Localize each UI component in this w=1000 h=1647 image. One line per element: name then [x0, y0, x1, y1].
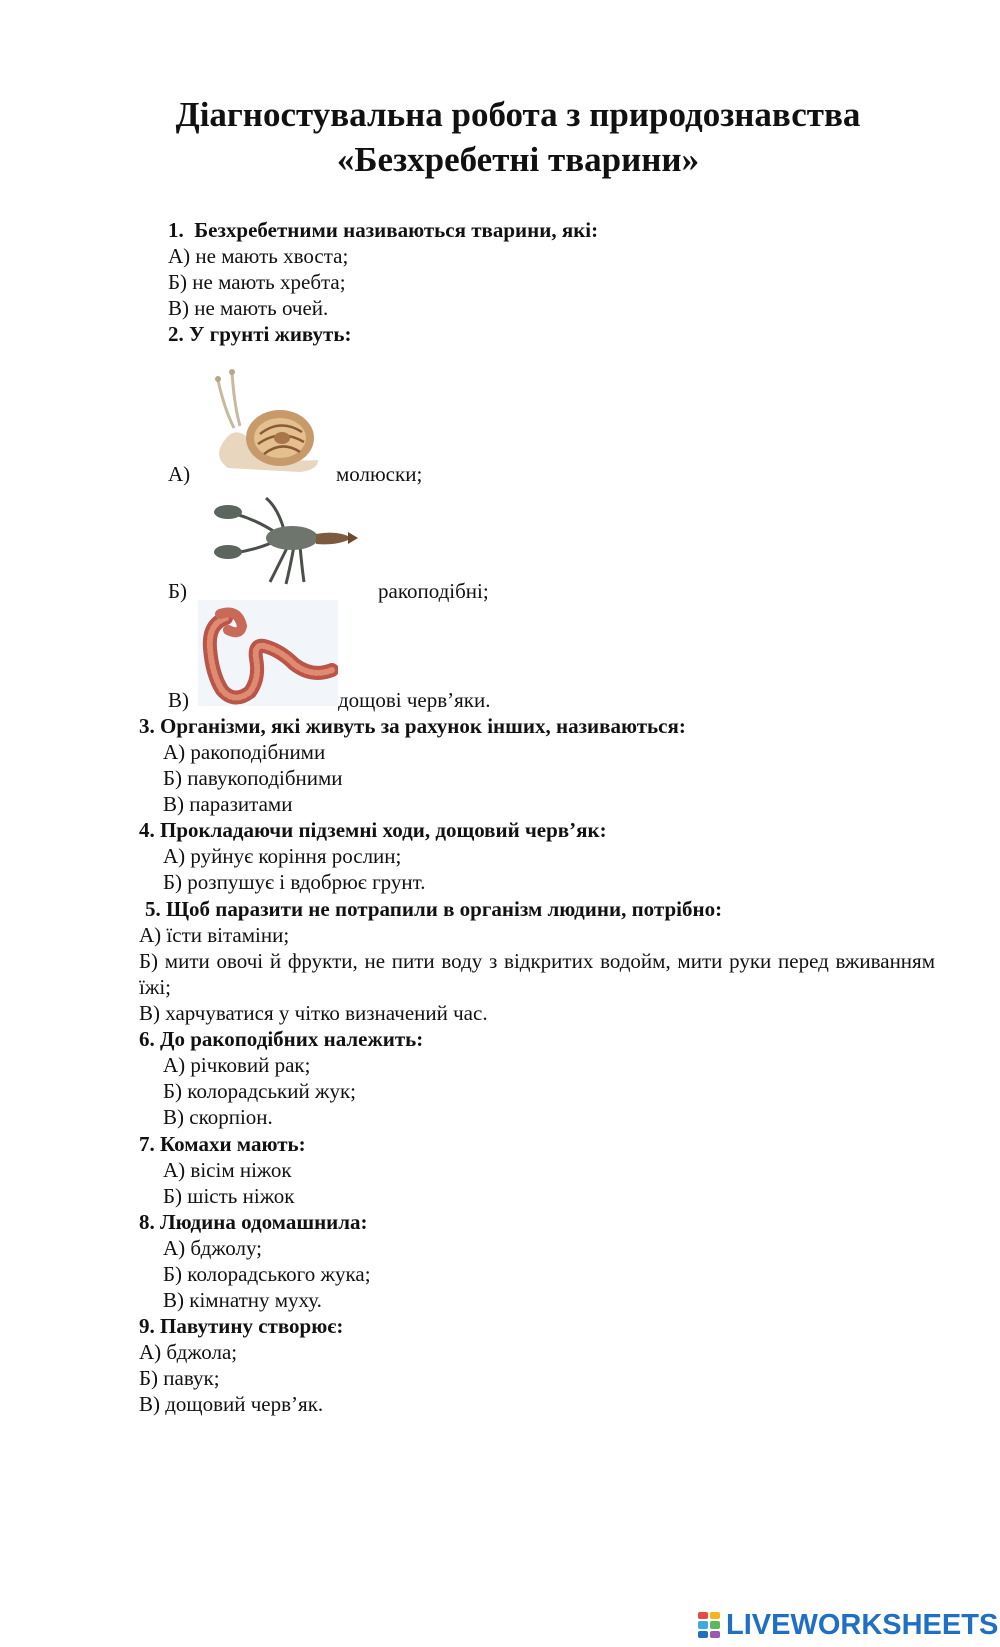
q3-option-a[interactable]: А) ракоподібними [163, 740, 326, 764]
q4-option-a[interactable]: А) руйнує коріння рослин; [163, 844, 402, 868]
q5-option-a[interactable]: А) їсти вітаміни; [139, 923, 290, 947]
q9-option-a[interactable]: А) бджола; [139, 1340, 238, 1364]
question-4: 4. Прокладаючи підземні ходи, дощовий черв’як: [139, 818, 607, 842]
q7-option-a[interactable]: А) вісім ніжок [163, 1158, 292, 1182]
page-title [0, 92, 1000, 182]
snail-image [200, 368, 325, 480]
question-1-number: 1. [168, 218, 184, 242]
q6-option-b[interactable]: Б) колорадський жук; [163, 1079, 357, 1103]
earthworm-image [198, 600, 338, 706]
q1-option-c[interactable]: В) не мають очей. [168, 296, 329, 320]
liveworksheets-logo-icon [698, 1612, 720, 1638]
question-3: 3. Організми, які живуть за рахунок інших, називаються: [139, 714, 686, 738]
question-9: 9. Павутину створює: [139, 1314, 344, 1338]
q5-option-b[interactable]: Б) мити овочі й фрукти, не пити воду з відкритих водойм, мити руки перед вживанням їжі; [139, 949, 935, 999]
question-2: 2. У грунті живуть: [168, 322, 352, 346]
question-1 [168, 217, 598, 243]
q8-option-a[interactable]: А) бджолу; [163, 1236, 263, 1260]
q6-option-a[interactable]: А) річковий рак; [163, 1053, 311, 1077]
question-6: 6. До ракоподібних належить: [139, 1027, 424, 1051]
q2-option-a-letter[interactable]: А) [168, 462, 191, 486]
q2-option-b-label[interactable]: ракоподібні; [378, 579, 489, 603]
q1-option-a[interactable]: А) не мають хвоста; [168, 244, 349, 268]
title-line-1: Діагностувальна робота з природознавства [175, 95, 861, 134]
liveworksheets-logo-text: LIVEWORKSHEETS [726, 1608, 999, 1641]
q9-option-c[interactable]: В) дощовий черв’як. [139, 1392, 324, 1416]
q6-option-c[interactable]: В) скорпіон. [163, 1105, 273, 1129]
q3-option-c[interactable]: В) паразитами [163, 792, 293, 816]
question-8: 8. Людина одомашнила: [139, 1210, 368, 1234]
question-1-text: Безхребетними називаються тварини, які: [194, 218, 599, 242]
q8-option-c[interactable]: В) кімнатну муху. [163, 1288, 322, 1312]
crayfish-image [208, 494, 360, 586]
q2-option-a-label[interactable]: молюски; [336, 462, 423, 486]
q7-option-b[interactable]: Б) шість ніжок [163, 1184, 295, 1208]
title-line-2: «Безхребетні тварини» [336, 140, 700, 179]
q3-option-b[interactable]: Б) павукоподібними [163, 766, 343, 790]
question-7: 7. Комахи мають: [139, 1132, 306, 1156]
q1-option-b[interactable]: Б) не мають хребта; [168, 270, 346, 294]
q5-option-c[interactable]: В) харчуватися у чітко визначений час. [139, 1001, 488, 1025]
q8-option-b[interactable]: Б) колорадського жука; [163, 1262, 371, 1286]
q2-option-b-letter[interactable]: Б) [168, 579, 188, 603]
q4-option-b[interactable]: Б) розпушує і вдобрює грунт. [163, 870, 426, 894]
liveworksheets-logo [698, 1610, 998, 1640]
q2-option-c-letter[interactable]: В) [168, 688, 189, 712]
q9-option-b[interactable]: Б) павук; [139, 1366, 220, 1390]
question-5: 5. Щоб паразити не потрапили в організм людини, потрібно: [145, 897, 723, 921]
q2-option-c-label[interactable]: дощові черв’яки. [338, 688, 491, 712]
